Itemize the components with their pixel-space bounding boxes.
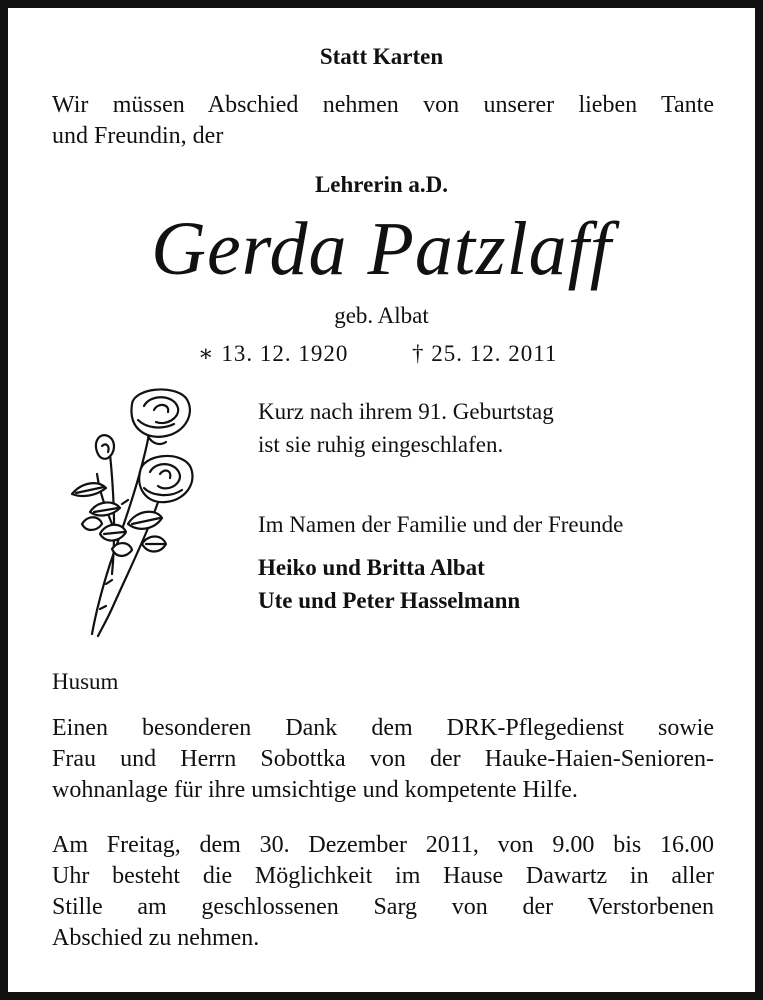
family-intro: Im Namen der Familie und der Freunde bbox=[258, 512, 624, 537]
family-name: Heiko und Britta Albat bbox=[258, 555, 485, 580]
thanks-line: Frau und Herrn Sobottka von der Hauke-Haien-Senioren- bbox=[52, 746, 714, 772]
roses-icon bbox=[62, 384, 197, 639]
place: Husum bbox=[52, 669, 119, 694]
birth-date: ∗ 13. 12. 1920 bbox=[198, 341, 349, 366]
death-date: † 25. 12. 2011 bbox=[412, 341, 558, 366]
family-name: Ute und Peter Hasselmann bbox=[258, 588, 521, 613]
viewing-line: Uhr besteht die Möglichkeit im Hause Dawartz in aller bbox=[52, 863, 714, 889]
thanks-line: wohnanlage für ihre umsichtige und kompetente Hilfe. bbox=[52, 777, 578, 803]
thanks-line: Einen besonderen Dank dem DRK-Pflegedienst sowie bbox=[52, 715, 714, 741]
thanks-paragraph bbox=[52, 713, 714, 806]
quote-line: Kurz nach ihrem 91. Geburtstag bbox=[258, 399, 554, 424]
profession-title: Lehrerin a.D. bbox=[314, 172, 449, 197]
viewing-line: Stille am geschlossenen Sarg von der Verstorbenen bbox=[52, 894, 714, 920]
viewing-paragraph bbox=[52, 830, 714, 954]
notice-header: Statt Karten bbox=[319, 44, 444, 69]
viewing-line: Abschied zu nehmen. bbox=[52, 925, 260, 951]
intro-text bbox=[52, 90, 714, 152]
viewing-line: Am Freitag, dem 30. Dezember 2011, von 9.00 bis 16.00 bbox=[52, 832, 714, 858]
intro-line: und Freundin, der bbox=[52, 123, 224, 149]
quote-line: ist sie ruhig eingeschlafen. bbox=[258, 432, 504, 457]
intro-line: Wir müssen Abschied nehmen von unserer lieben Tante bbox=[52, 92, 714, 118]
family-names bbox=[258, 551, 520, 617]
deceased-name: Gerda Patzlaff bbox=[151, 207, 612, 291]
quote-text bbox=[258, 395, 554, 461]
maiden-name: geb. Albat bbox=[334, 303, 429, 328]
